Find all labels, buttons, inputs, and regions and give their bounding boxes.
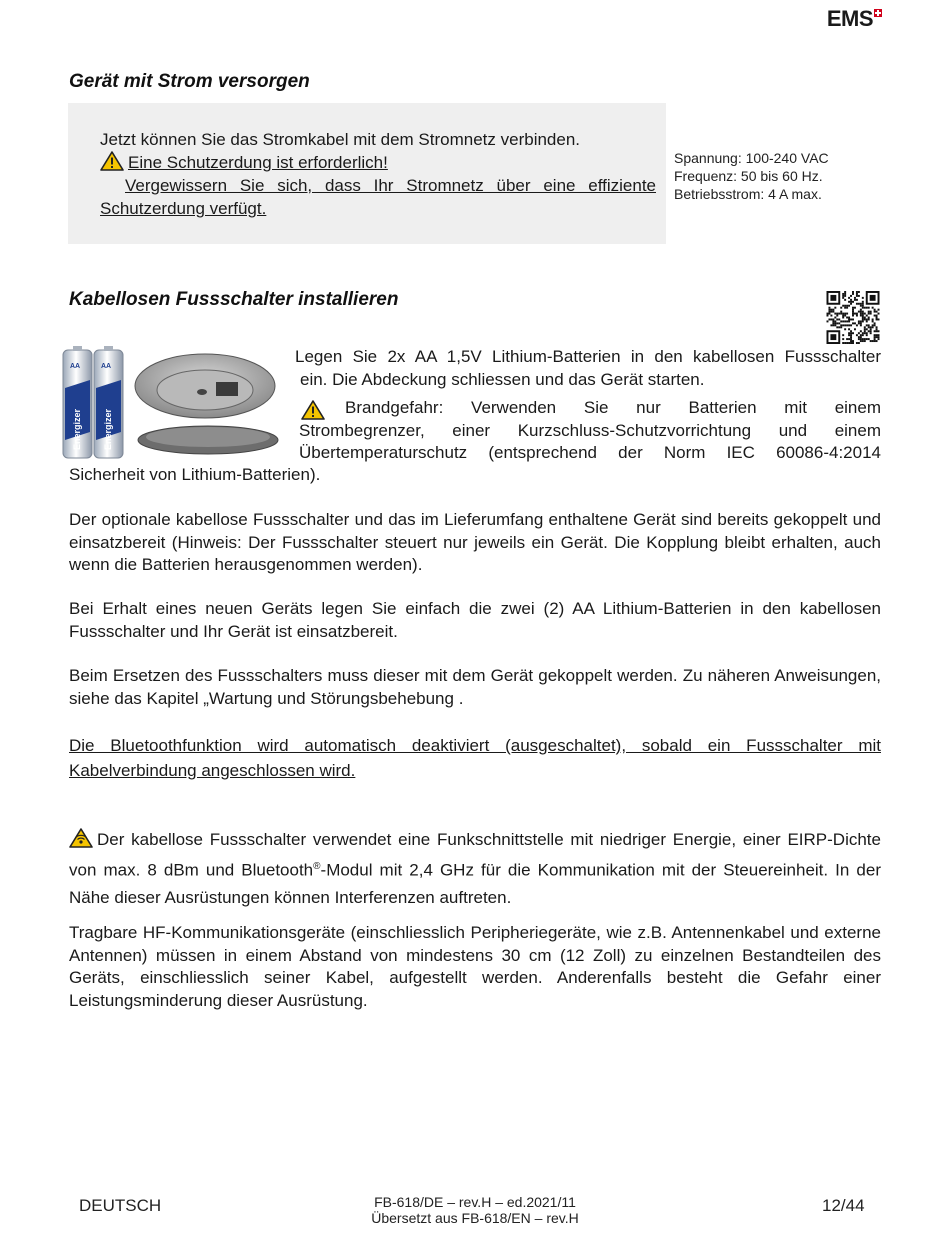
- footer-language: DEUTSCH: [79, 1196, 162, 1215]
- warning-icon: [100, 151, 124, 171]
- fire-line-4: Sicherheit von Lithium-Batterien).: [69, 465, 321, 484]
- qr-code-icon: [826, 291, 880, 344]
- radio-text-b: -Modul mit 2,4 GHz für die Kommunikation mit der Steuereinheit. In der Nähe dieser Ausrüstungen können Interferenzen auftreten.: [69, 860, 881, 907]
- battery-size-label: AA: [70, 363, 81, 370]
- fire-line-2: Strombegrenzer, einer Kurzschluss-Schutzvorrichtung und einem: [299, 420, 881, 440]
- footer-doc-line-2: Übersetzt aus FB-618/EN – rev.H: [371, 1210, 579, 1226]
- fire-line-3: Übertemperaturschutz (entsprechend der Norm IEC 60086-4:2014: [299, 443, 881, 462]
- footer-page-number: 12/44: [822, 1196, 865, 1215]
- footer-doc-line-1: FB-618/DE – rev.H – ed.2021/11: [374, 1194, 576, 1210]
- fire-warning-icon: [301, 400, 325, 420]
- registered-mark: ®: [313, 861, 321, 872]
- power-instruction: Jetzt können Sie das Stromkabel mit dem Stromnetz verbinden.: [100, 130, 581, 149]
- radio-warning-icon: [69, 828, 93, 848]
- radio-text-a: Der kabellose Fussschalter verwendet eine Funkschnittstelle mit niedriger Energie, einer EIRP-Dichte von max. 8 dBm und Bluetooth: [69, 830, 881, 880]
- battery-size-label-2: AA: [101, 363, 112, 370]
- ems-logo: [827, 6, 882, 32]
- logo-text: EMS: [826, 6, 873, 31]
- battery-brand-label-2: Energizer: [103, 408, 113, 450]
- ground-warning-title: Eine Schutzerdung ist erforderlich!: [128, 153, 388, 172]
- paragraph-replacement: Beim Ersetzen des Fussschalters muss dieser mit dem Gerät gekoppelt werden. Zu näheren Anweisungen, siehe das Kapitel „Wartung und Störungsbehebung .: [69, 666, 881, 708]
- power-info-box: [68, 103, 666, 244]
- ground-warning-body-a: Vergewissern Sie sich, dass Ihr Stromnetz über eine effiziente: [125, 176, 656, 195]
- footer-doc-ref: [345, 1194, 605, 1226]
- section-title-power: Gerät mit Strom versorgen: [69, 71, 310, 92]
- batteries-image: [60, 346, 130, 462]
- swiss-cross-icon: [874, 9, 882, 17]
- paragraph-pairing: Der optionale kabellose Fussschalter und das im Lieferumfang enthaltene Gerät sind bereits gekoppelt und einsatzbereit (Hinweis: Der Fussschalter steuert nur jeweils ein Gerät. Die Kopplung bleibt erhalten, auch wenn die Batterien herausgenommen werden).: [69, 510, 881, 574]
- install-intro: [295, 346, 881, 465]
- intro-line-2: ein. Die Abdeckung schliessen und das Gerät starten.: [300, 369, 705, 389]
- paragraph-rf-distance: Tragbare HF-Kommunikationsgeräte (einschliesslich Peripheriegeräte, wie z.B. Antennenkabel und externe Antennen) müssen in einem Abstand von mindestens 30 cm (12 Zoll) zu einzelnen Bestandteilen des Geräts, einschliesslich seiner Kabel, aufgestellt werden. Anderenfalls besteht die Gefahr einer Leistungsminderung dieser Ausrüstung.: [69, 923, 881, 1010]
- power-specs: [674, 149, 829, 203]
- spec-frequency: Frequenz: 50 bis 60 Hz.: [674, 168, 823, 184]
- footswitch-image: [132, 348, 282, 458]
- fire-line-1: Brandgefahr: Verwenden Sie nur Batterien mit einem: [345, 398, 881, 417]
- paragraph-bluetooth-note: Die Bluetoothfunktion wird automatisch deaktiviert (ausgeschaltet), sobald ein Fussschalter mit Kabelverbindung angeschlossen wird.: [69, 736, 881, 780]
- spec-current: Betriebsstrom: 4 A max.: [674, 186, 822, 202]
- battery-brand-label: Energizer: [72, 408, 82, 450]
- spec-voltage: Spannung: 100-240 VAC: [674, 150, 829, 166]
- paragraph-new-device: Bei Erhalt eines neuen Geräts legen Sie einfach die zwei (2) AA Lithium-Batterien in den kabellosen Fussschalter und Ihr Gerät ist einsatzbereit.: [69, 599, 881, 641]
- section-title-footswitch: Kabellosen Fussschalter installieren: [69, 289, 399, 310]
- intro-line-1: Legen Sie 2x AA 1,5V Lithium-Batterien in den kabellosen Fussschalter: [295, 347, 881, 366]
- ground-warning-body-b: Schutzerdung verfügt.: [100, 199, 267, 218]
- paragraph-radio: [69, 826, 881, 911]
